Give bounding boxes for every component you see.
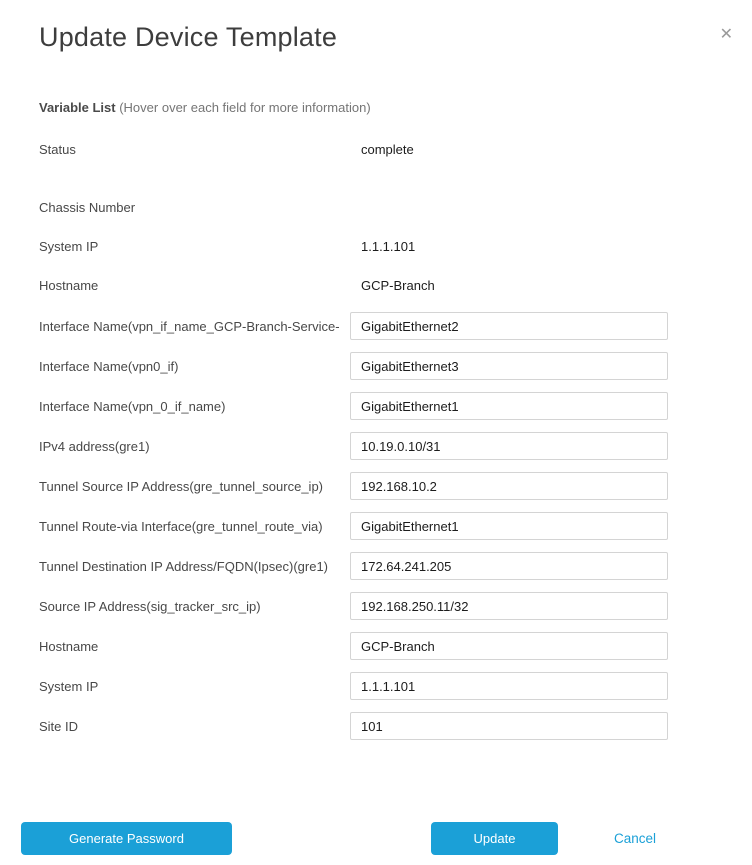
tunnel-destination-ip-input[interactable] (350, 552, 668, 580)
static-row-chassis-number (0, 199, 752, 215)
input-row-tunnel-route-via (0, 512, 752, 540)
field-label: Interface Name(vpn_0_if_name) (39, 398, 226, 414)
generate-password-button[interactable]: Generate Password (21, 822, 232, 855)
cancel-link[interactable]: Cancel (614, 831, 657, 846)
hostname-input[interactable] (350, 632, 668, 660)
field-label: Hostname (39, 638, 99, 654)
source-ip-tracker-input[interactable] (350, 592, 668, 620)
field-label: Tunnel Destination IP Address/FQDN(Ipsec)(gre1) (39, 558, 329, 574)
ipv4-address-gre1-input[interactable] (350, 432, 668, 460)
static-row-system-ip (0, 238, 752, 254)
update-button[interactable]: Update (431, 822, 558, 855)
tunnel-route-via-input[interactable] (350, 512, 668, 540)
variable-list-hint: (Hover over each field for more information) (119, 100, 371, 115)
interface-name-vpn0-if-input[interactable] (350, 352, 668, 380)
update-device-template-dialog (0, 22, 752, 865)
field-label: Source IP Address(sig_tracker_src_ip) (39, 598, 261, 614)
static-row-status (0, 141, 752, 157)
static-rows (0, 141, 752, 293)
field-label: IPv4 address(gre1) (39, 438, 150, 454)
variable-list-heading: Variable List (39, 100, 116, 115)
field-label: Hostname (39, 277, 99, 293)
field-label: Status (39, 141, 76, 157)
close-icon[interactable]: ✕ (719, 26, 733, 43)
input-row-system-ip (0, 672, 752, 700)
field-label: System IP (39, 238, 99, 254)
input-row-tunnel-destination-ip (0, 552, 752, 580)
input-row-hostname (0, 632, 752, 660)
field-label: Interface Name(vpn0_if) (39, 358, 179, 374)
static-row-hostname (0, 277, 752, 293)
input-row-interface-name-vpn0-if (0, 352, 752, 380)
field-label: Interface Name(vpn_if_name_GCP-Branch-Service- (39, 318, 340, 334)
input-row-interface-name-vpn-0-if-name (0, 392, 752, 420)
input-row-source-ip-tracker (0, 592, 752, 620)
dialog-title: Update Device Template (39, 22, 338, 52)
input-row-ipv4-address-gre1 (0, 432, 752, 460)
field-value: complete (361, 141, 414, 157)
input-row-interface-name-service (0, 312, 752, 340)
system-ip-input[interactable] (350, 672, 668, 700)
input-row-tunnel-source-ip (0, 472, 752, 500)
field-value: 1.1.1.101 (361, 238, 416, 254)
input-row-site-id (0, 712, 752, 740)
variable-list-header (39, 100, 752, 115)
interface-name-vpn-0-if-name-input[interactable] (350, 392, 668, 420)
field-label: Chassis Number (39, 199, 136, 215)
input-rows (0, 312, 752, 740)
field-value: GCP-Branch (361, 277, 435, 293)
field-label: System IP (39, 678, 99, 694)
site-id-input[interactable] (350, 712, 668, 740)
field-label: Tunnel Source IP Address(gre_tunnel_source_ip) (39, 478, 324, 494)
interface-name-service-input[interactable] (350, 312, 668, 340)
dialog-footer (0, 822, 752, 856)
tunnel-source-ip-input[interactable] (350, 472, 668, 500)
field-label: Tunnel Route-via Interface(gre_tunnel_route_via) (39, 518, 323, 534)
field-label: Site ID (39, 718, 79, 734)
